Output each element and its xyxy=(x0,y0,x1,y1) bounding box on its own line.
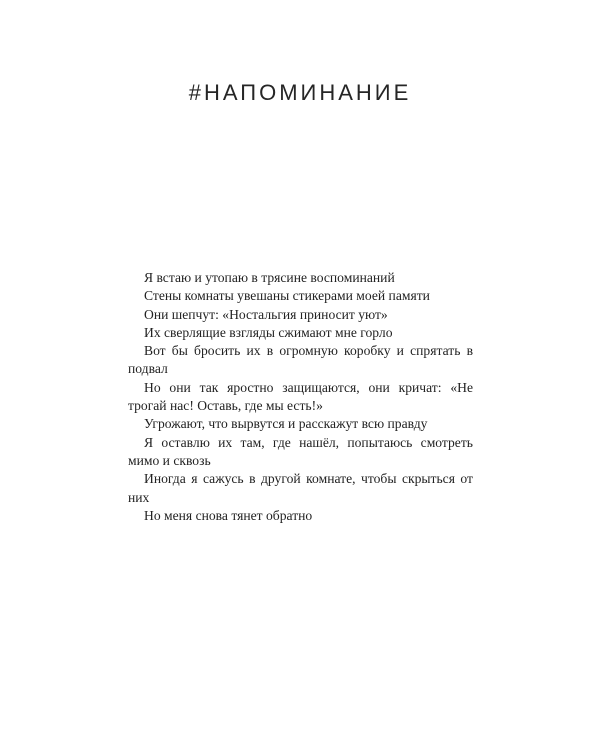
poem-line: Вот бы бросить их в огромную коробку и спрятать в подвал xyxy=(128,343,473,377)
page-title: #НАПОМИНАНИЕ xyxy=(188,80,412,105)
poem-line: Но меня снова тянет обратно xyxy=(144,507,313,523)
poem-line: Я встаю и утопаю в трясине воспоминаний xyxy=(144,270,395,285)
poem-line: Я оставлю их там, где нашёл, попытаюсь смотреть мимо и сквозь xyxy=(128,434,473,468)
poem-line: Иногда я сажусь в другой комнате, чтобы скрыться от них xyxy=(128,471,473,505)
poem-body xyxy=(128,269,473,525)
poem-line: Угрожают, что вырвутся и расскажут всю правду xyxy=(144,416,428,432)
poem-line: Но они так яростно защищаются, они кричат: «Не трогай нас! Оставь, где мы есть!» xyxy=(128,379,473,414)
poem-line: Их сверлящие взгляды сжимают мне горло xyxy=(144,324,393,340)
poem-line: Они шепчут: «Ностальгия приносит уют» xyxy=(144,306,388,322)
poem-line: Стены комнаты увешаны стикерами моей памяти xyxy=(144,288,430,304)
